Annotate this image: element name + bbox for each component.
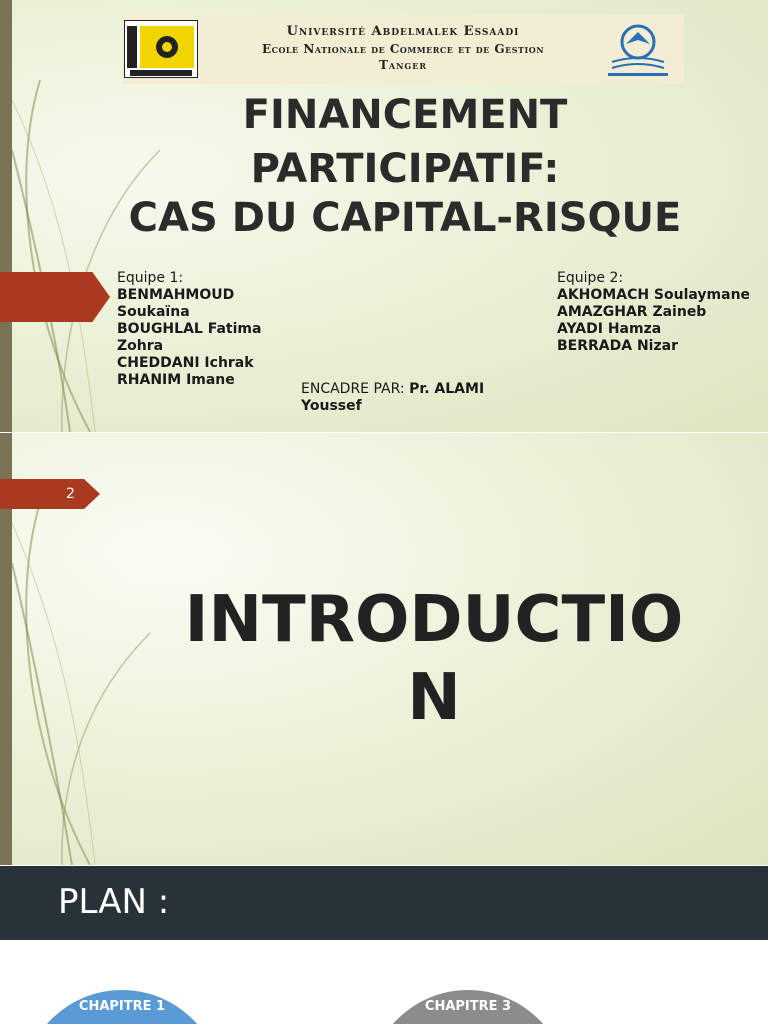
introduction-slide [0,433,768,865]
slide-title-line3: CAS DU CAPITAL-RISQUE [128,195,682,241]
supervisor-credit [301,381,531,415]
university-logo-icon [598,18,678,80]
team-member: BOUGHLAL Fatima [117,321,262,337]
supervisor-label: ENCADRE PAR: [301,381,410,397]
supervisor-name-line1: Pr. ALAMI [409,381,485,397]
plan-header-bar [0,866,768,940]
plan-title: PLAN : [58,882,170,922]
plan-slide [0,866,768,1024]
team-member: AYADI Hamza [557,321,662,337]
team-2-header: Equipe 2: [557,270,624,286]
slide-number-tab [0,479,100,509]
left-accent-bar [0,0,12,432]
team-member: BENMAHMOUD [117,287,235,303]
team-member: RHANIM Imane [117,372,235,388]
slide-title-line2: PARTICIPATIF: [250,146,560,192]
team-1-header: Equipe 1: [117,270,184,286]
team-member: AMAZGHAR Zaineb [557,304,707,320]
slide-title-line1: FINANCEMENT [242,92,568,138]
team-member: Zohra [117,338,164,354]
team-member: AKHOMACH Soulaymane [557,287,751,303]
banner-school-name: Ecole Nationale de Commerce et de Gestion [261,42,545,56]
title-slide [0,0,768,432]
team-1-list [117,270,287,389]
supervisor-name-line2: Youssef [301,398,362,414]
banner-city: Tanger [378,58,428,72]
slide-number: 2 [66,486,75,502]
team-member: Soukaïna [117,304,190,320]
team-member: BERRADA Nizar [557,338,678,354]
introduction-heading-line1: INTRODUCTIO [184,583,684,657]
team-2-list [557,270,767,355]
team-member: CHEDDANI Ichrak [117,355,254,371]
chapter-3-label: CHAPITRE 3 [424,999,512,1014]
banner-university-name: Université Abdelmalek Essaadi [286,24,520,39]
introduction-heading-line2: N [407,661,461,735]
university-banner [122,14,684,84]
chapter-1-label: CHAPITRE 1 [78,999,166,1014]
arrow-tab-decoration [0,272,110,322]
